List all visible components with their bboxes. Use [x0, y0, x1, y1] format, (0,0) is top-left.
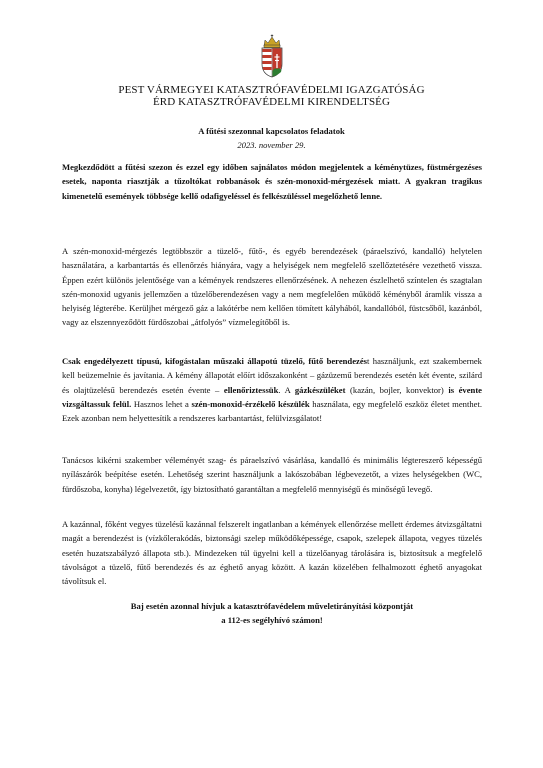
- ventilation-paragraph: Tanácsos kikérni szakember véleményét szag- és páraelszívó vásárlása, kandalló és minimális légtereszerő képességű nyílászárók beépítése esetén. Lehetőség szerint használjunk a lakószobában légbevezetőt, a vizes helységekben (WC, fürdőszoba, konyha) légelvezetőt, így biztosítható garantáltan a megfelelő mennyiségű és minőségű levegő.: [62, 455, 482, 494]
- equipment-paragraph: [62, 354, 482, 425]
- equipment-text: t használjunk, ezt szakembernek kell beüzemelnie és javítania. A kémény állapotát előírt időszakonként – gázüzemű berendezés esetén két évente, szilárd és olajtüzelésű berendezés esetén évente –: [62, 356, 482, 395]
- boiler-paragraph: A kazánnal, főként vegyes tüzelésű kazánnal felszerelt ingatlanban a kémények ellenőrzése mellett érdemes átvizsgáltatni magát a berendezést is (vízkőlerakódás, biztonsági szelep működőképessége, csapok, szelepek állapota, vegyes tüzelés esetén huzatszabályzó állapota stb.). Mindezeken túl ügyelni kell a tüzelőanyag tárolására is, biztosítsuk a megfelelő távolságot a tüzelő, fűtő berendezés és az éghető anyag között. A kazán közelében felhalmozott éghető anyagokat távolítsuk el.: [62, 519, 482, 587]
- document-date: 2023. november 29.: [237, 140, 306, 150]
- hungarian-coat-of-arms-icon: [259, 34, 285, 78]
- emergency-notice: [62, 599, 482, 628]
- emergency-line2: a 112-es segélyhívó számon!: [221, 615, 323, 626]
- equipment-text-5: használata, egy megfelelő eszköz életet menthet. Ezek azonban nem helyettesítik a rendszeres karbantartást, felülvizsgálatot!: [62, 398, 483, 424]
- equipment-text-4: Hasznos lehet a: [131, 398, 192, 409]
- co-detector-emphasis: szén-monoxid-érzékelő készülék: [191, 398, 310, 409]
- equipment-text-2: . A: [278, 384, 295, 395]
- gas-device-emphasis: gázkészüléket: [294, 384, 346, 395]
- carbon-monoxide-paragraph: A szén-monoxid-mérgezés legtöbbször a tüzelő-, fűtő-, és egyéb berendezések (páraelszívó, kandalló) helytelen használatára, a karbantartás és ellenőrzés hiányára, vagy a helyiségek nem megfelelő szellőztetésére vezethető vissza. Éppen ezért különös jelentősége van a kémények rendszeres ellenőrzésének. A nehezen észlelhető színtelen és szagtalan szén-monoxid ugyanis jellemzően a tüzelőberendezésen vagy a nem megfelelően működő kéményből áramlik vissza a helyiség légterébe. Kerüljhet mérgező gáz a lakótérbe nem kellően tömített kályhából, kandallóból, füstcsőből, kazánból, vagy az elszennyeződött fürdőszobai „átfolyós” vízmelegítőből is.: [62, 246, 482, 328]
- equipment-emphasis: Csak engedélyezett típusú, kifogástalan műszaki állapotú tüzelő, fűtő berendezés: [62, 356, 367, 366]
- equipment-text-3: (kazán, bojler, konvektor): [345, 384, 449, 395]
- annual-check-emphasis: is évente vizsgáltassuk felül.: [62, 384, 482, 409]
- emergency-line1: Baj esetén azonnal hívjuk a katasztrófavédelem műveletirányítási központját: [130, 601, 414, 611]
- org-name-line2: ÉRD KATASZTRÓFAVÉDELMI KIRENDELTSÉG: [152, 96, 391, 108]
- document-title: A fűtési szezonnal kapcsolatos feladatok: [198, 126, 345, 136]
- org-name-line1: PEST VÁRMEGYEI KATASZTRÓFAVÉDELMI IGAZGATÓSÁG: [118, 84, 425, 96]
- inspect-emphasis: ellenőriztessük: [223, 384, 279, 395]
- intro-paragraph: Megkezdődött a fűtési szezon és ezzel egy időben sajnálatos módon megjelentek a kéménytüzes, füstmérgezéses esetek, naponta riasztják a tűzoltókat robbanások és szén-monoxid-mérgezések miatt. A gyakran tragikus kimenetelű események többsége kellő odafigyeléssel és felkészüléssel megelőzhető lenne.: [62, 162, 482, 201]
